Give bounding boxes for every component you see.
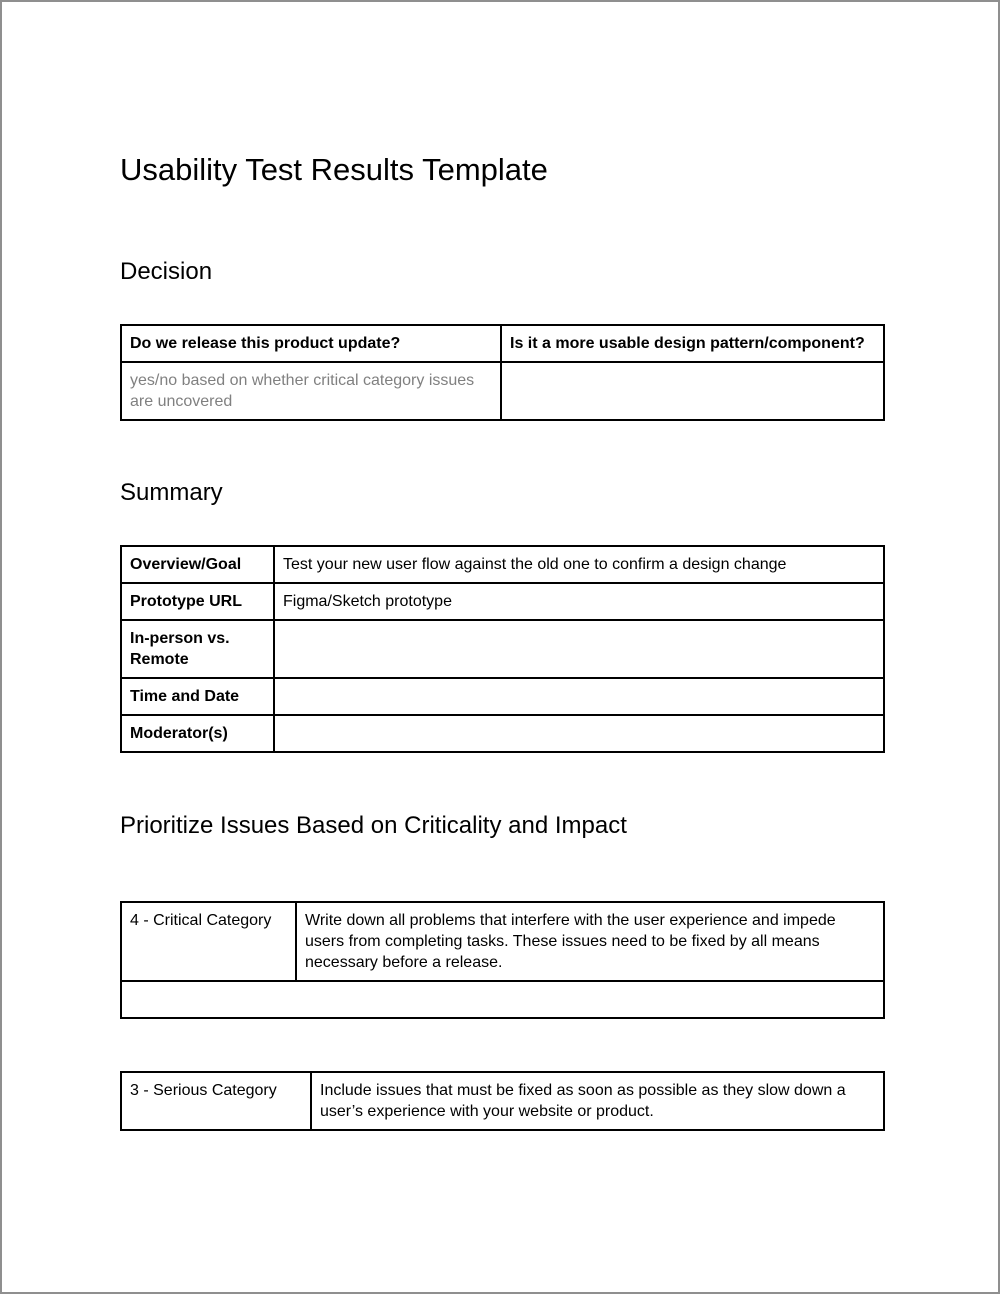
summary-value-inperson-remote	[274, 620, 884, 678]
summary-value-moderators	[274, 715, 884, 752]
decision-header-left-cell: Do we release this product update?	[121, 325, 501, 362]
document-title: Usability Test Results Template	[120, 152, 548, 187]
document-content	[2, 152, 998, 1131]
decision-answer-left-cell: yes/no based on whether critical category issues are uncovered	[121, 362, 501, 420]
decision-header-right-cell: Is it a more usable design pattern/component?	[501, 325, 884, 362]
summary-row-prototype-url	[121, 583, 884, 620]
critical-category-notes-cell	[121, 981, 884, 1018]
summary-label-prototype-url: Prototype URL	[121, 583, 274, 620]
summary-value-time-date	[274, 678, 884, 715]
decision-heading: Decision	[120, 258, 213, 285]
summary-label-inperson-remote: In-person vs. Remote	[121, 620, 274, 678]
serious-category-row	[121, 1072, 884, 1130]
summary-table	[120, 545, 885, 753]
summary-row-overview	[121, 546, 884, 583]
summary-row-moderators	[121, 715, 884, 752]
summary-value-overview: Test your new user flow against the old one to confirm a design change	[274, 546, 884, 583]
serious-category-description-cell: Include issues that must be fixed as soon as possible as they slow down a user’s experience with your website or product.	[311, 1072, 884, 1130]
critical-category-table	[120, 901, 885, 1019]
prioritize-heading: Prioritize Issues Based on Criticality and Impact	[120, 812, 627, 839]
summary-label-time-date: Time and Date	[121, 678, 274, 715]
summary-row-time-date	[121, 678, 884, 715]
serious-category-table	[120, 1071, 885, 1131]
decision-answer-row	[121, 362, 884, 420]
summary-label-overview: Overview/Goal	[121, 546, 274, 583]
critical-category-notes-row	[121, 981, 884, 1018]
decision-header-row	[121, 325, 884, 362]
decision-table	[120, 324, 885, 421]
critical-category-label-cell: 4 - Critical Category	[121, 902, 296, 981]
summary-heading: Summary	[120, 479, 223, 506]
summary-row-inperson-remote	[121, 620, 884, 678]
critical-category-row	[121, 902, 884, 981]
decision-answer-right-cell	[501, 362, 884, 420]
summary-value-prototype-url: Figma/Sketch prototype	[274, 583, 884, 620]
critical-category-description-cell: Write down all problems that interfere with the user experience and impede users from completing tasks. These issues need to be fixed by all means necessary before a release.	[296, 902, 884, 981]
serious-category-label-cell: 3 - Serious Category	[121, 1072, 311, 1130]
summary-label-moderators: Moderator(s)	[121, 715, 274, 752]
